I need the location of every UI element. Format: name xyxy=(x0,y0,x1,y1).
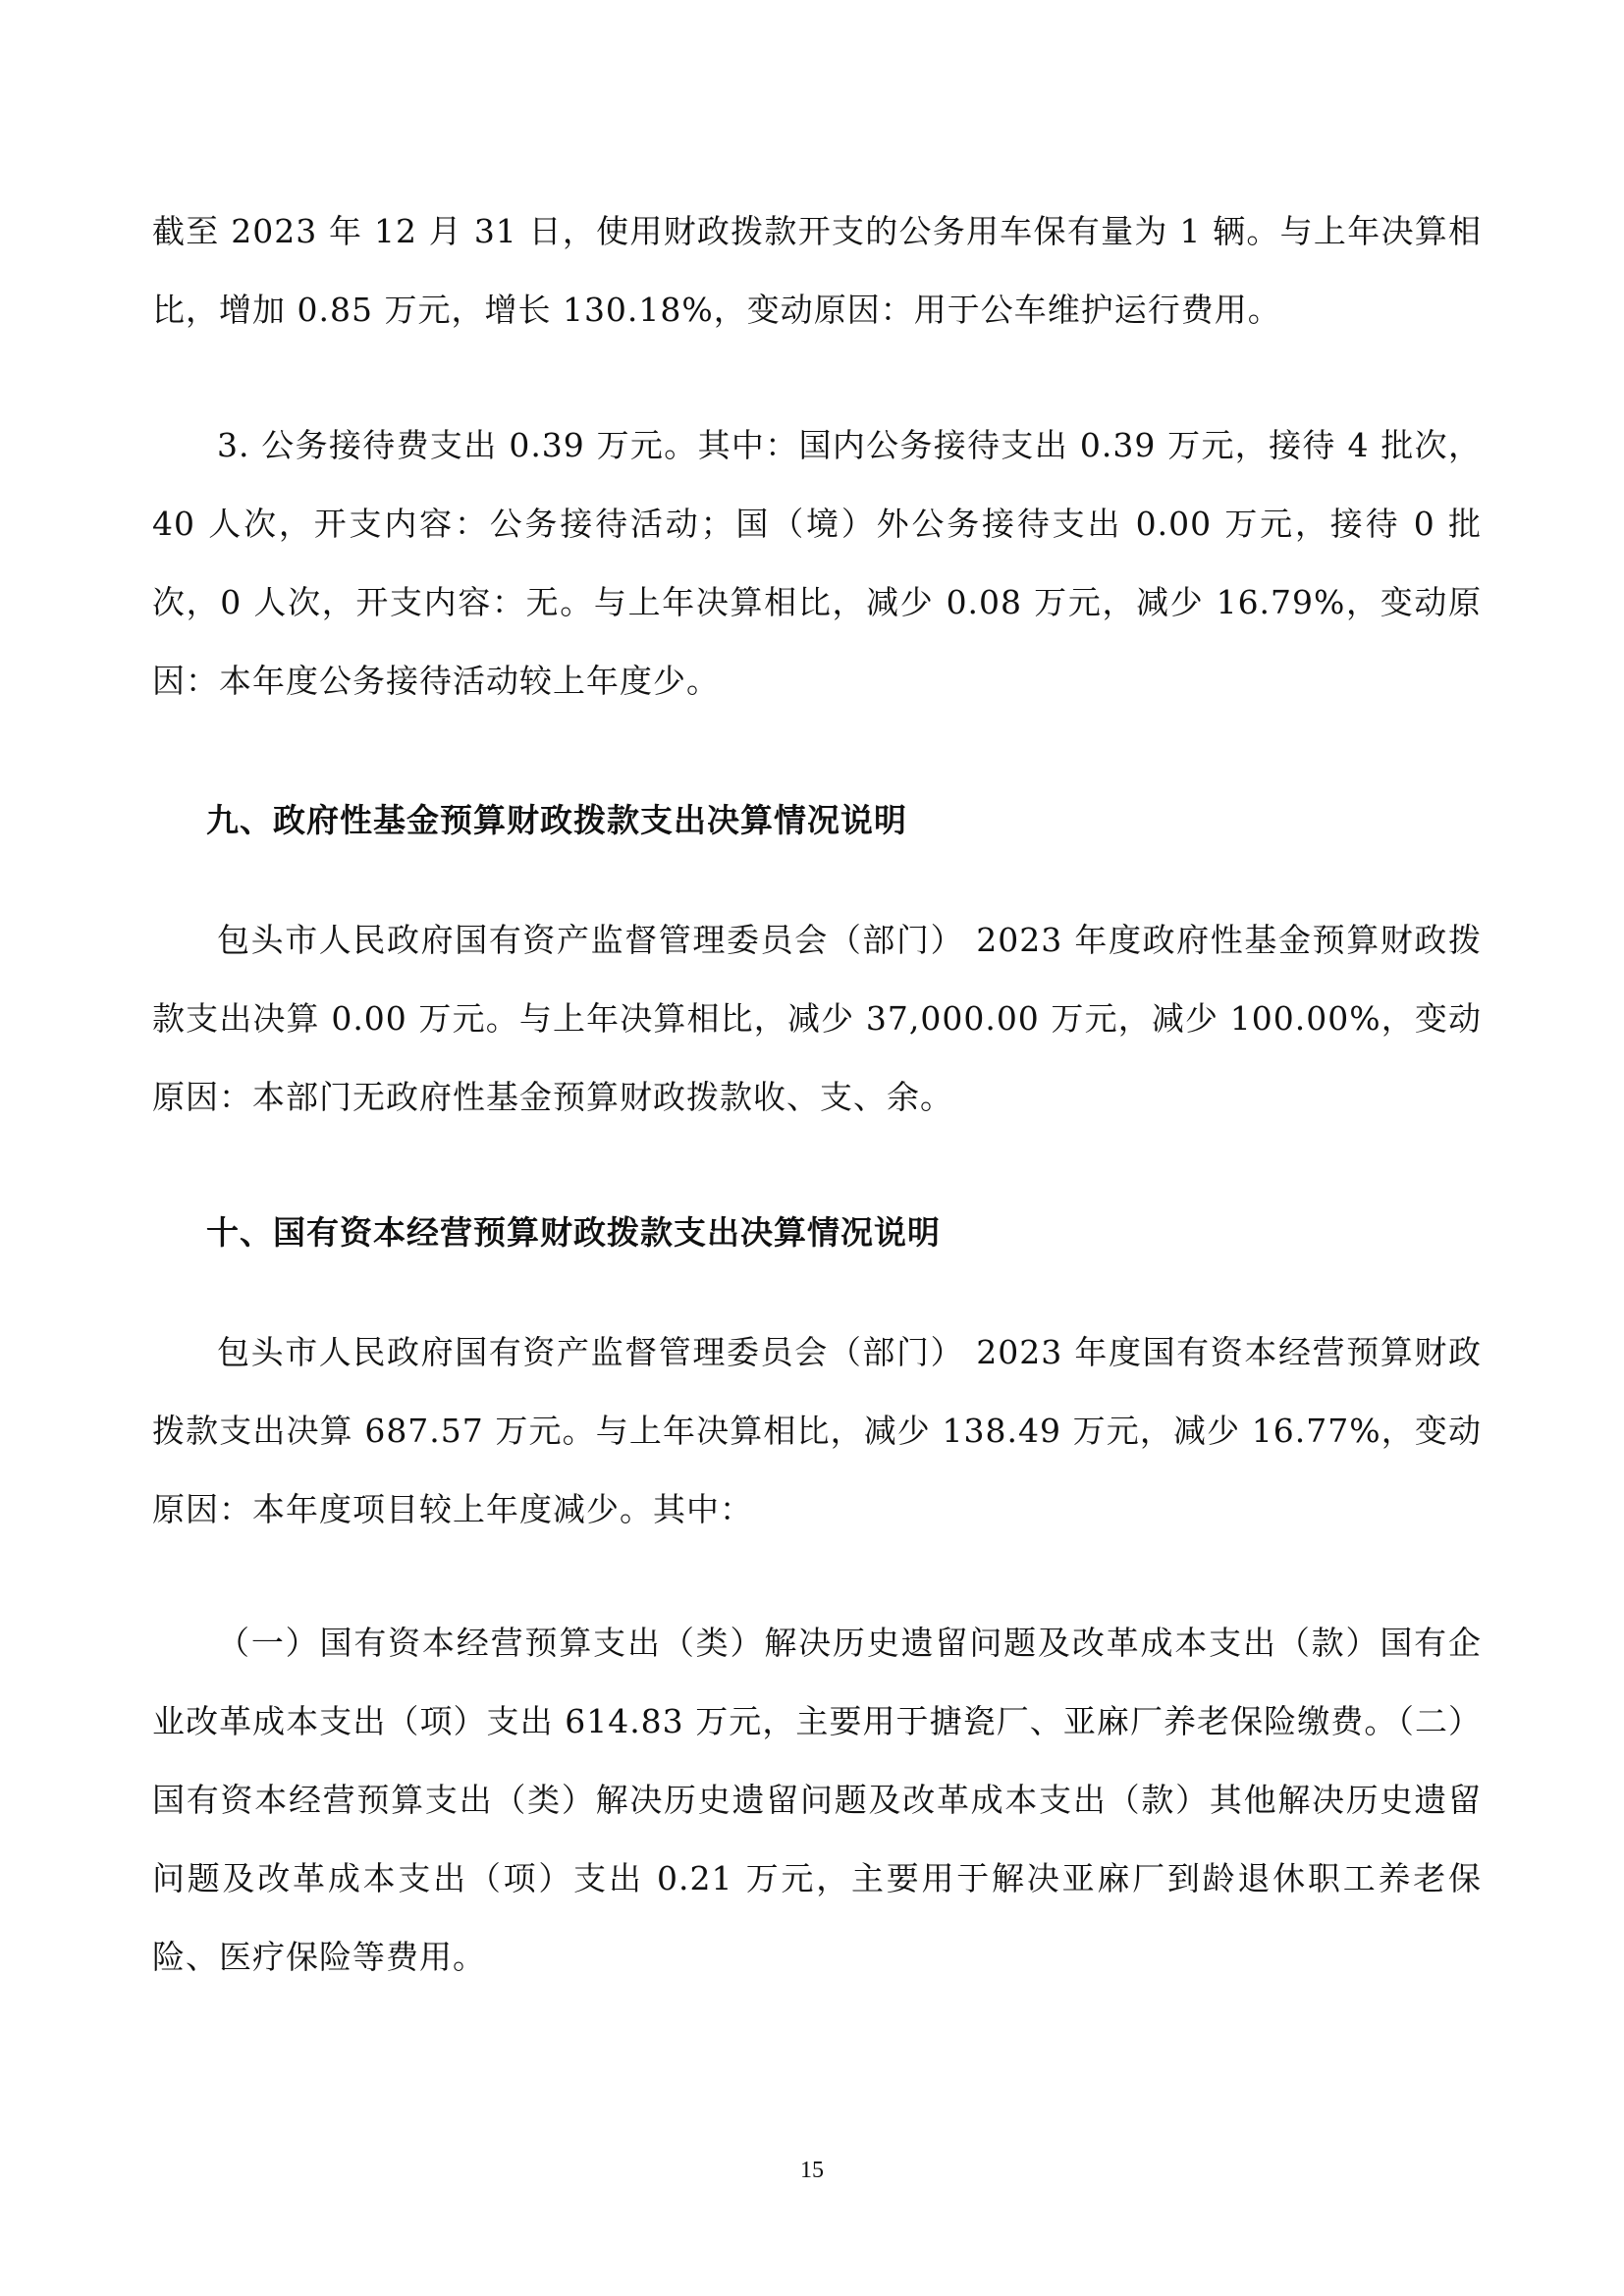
paragraph-government-fund: 包头市人民政府国有资产监督管理委员会（部门） 2023 年度政府性基金预算财政拨款支出决算 0.00 万元。与上年决算相比，减少 37,000.00 万元，减少 100.00%，变动原因：本部门无政府性基金预算财政拨款收、支、余。 xyxy=(152,921,1482,1116)
paragraph-state-capital: 包头市人民政府国有资产监督管理委员会（部门） 2023 年度国有资本经营预算财政拨款支出决算 687.57 万元。与上年决算相比，减少 138.49 万元，减少 16.77%，变动原因：本年度项目较上年度减少。其中： xyxy=(152,1333,1482,1528)
paragraph-vehicle-holdings: 截至 2023 年 12 月 31 日，使用财政拨款开支的公务用车保有量为 1 辆。与上年决算相比，增加 0.85 万元，增长 130.18%，变动原因：用于公车维护运行费用。 xyxy=(152,212,1482,329)
paragraph-reception-expenses: 3. 公务接待费支出 0.39 万元。其中：国内公务接待支出 0.39 万元，接待 4 批次，40 人次，开支内容：公务接待活动；国（境）外公务接待支出 0.00 万元，接待 0 批次，0 人次，开支内容：无。与上年决算相比，减少 0.08 万元，减少 16.79%，变动原因：本年度公务接待活动较上年度少。 xyxy=(152,426,1482,700)
section-heading-state-capital: 十、国有资本经营预算财政拨款支出决算情况说明 xyxy=(206,1213,941,1252)
page-number: 15 xyxy=(800,2158,824,2183)
paragraph-state-capital-details: （一）国有资本经营预算支出（类）解决历史遗留问题及改革成本支出（款）国有企业改革成本支出（项）支出 614.83 万元，主要用于搪瓷厂、亚麻厂养老保险缴费。（二）国有资本经营预算支出（类）解决历史遗留问题及改革成本支出（款）其他解决历史遗留问题及改革成本支出（项）支出 0.21 万元，主要用于解决亚麻厂到龄退休职工养老保险、医疗保险等费用。 xyxy=(152,1624,1482,1976)
section-heading-government-fund: 九、政府性基金预算财政拨款支出决算情况说明 xyxy=(206,801,907,839)
